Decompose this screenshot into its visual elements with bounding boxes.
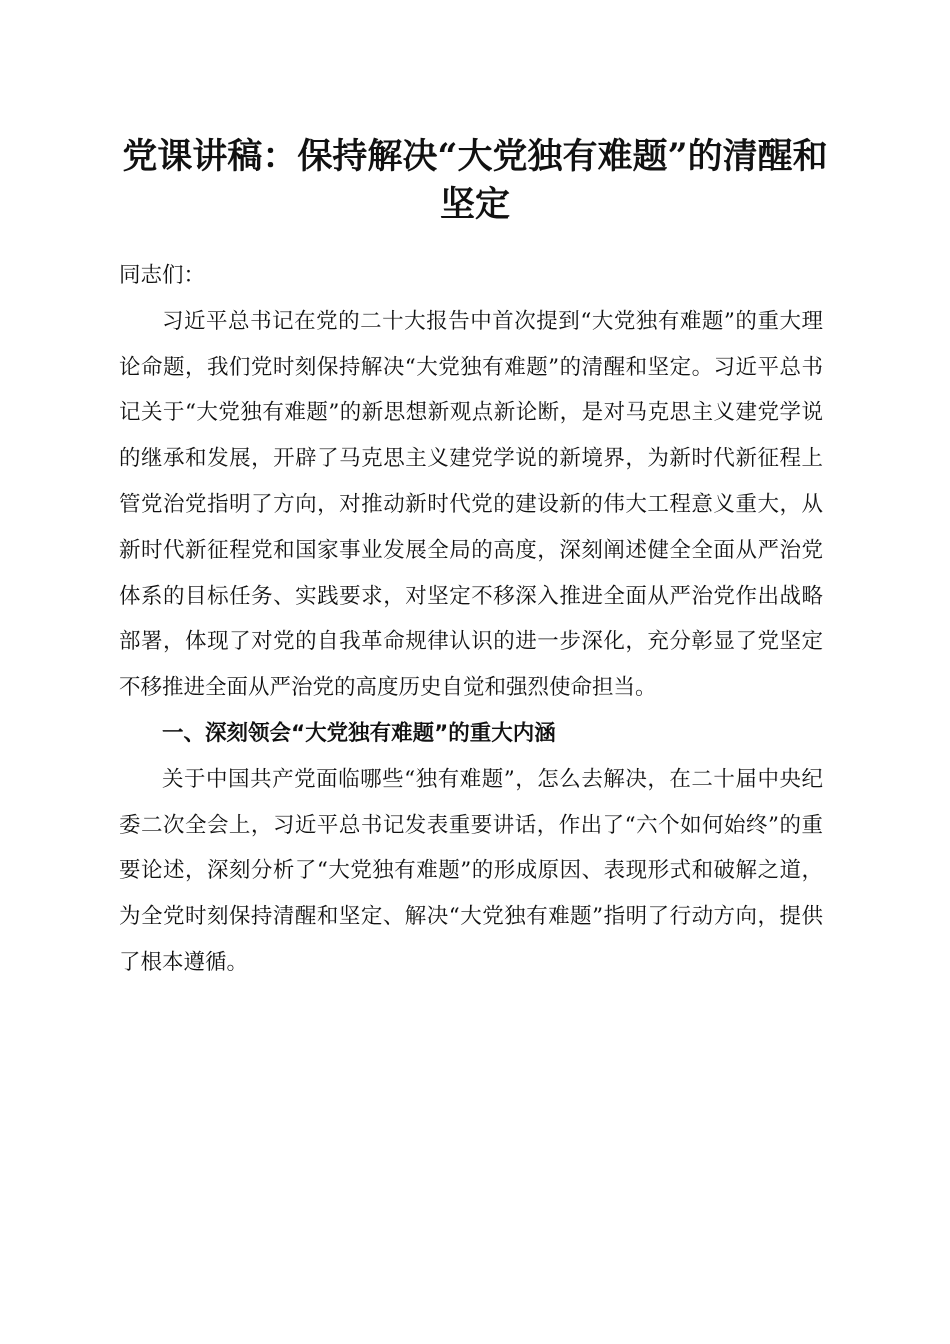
- document-title: 党课讲稿：保持解决“大党独有难题”的清醒和坚定: [122, 136, 828, 225]
- section-heading: 一、深刻领会“大党独有难题”的重大内涵: [162, 720, 556, 746]
- section-paragraph: 关于中国共产党面临哪些“独有难题”，怎么去解决，在二十届中央纪委二次全会上，习近平总书记发表重要讲话，作出了“六个如何始终”的重要论述，深刻分析了“大党独有难题”的形成原因、表现形式和破解之道，为全党时刻保持清醒和坚定、解决“大党独有难题”指明了行动方向，提供了根本遵循。: [119, 766, 823, 975]
- intro-paragraph: 习近平总书记在党的二十大报告中首次提到“大党独有难题”的重大理论命题，我们党时刻保持解决“大党独有难题”的清醒和坚定。习近平总书记关于“大党独有难题”的新思想新观点新论断，是对马克思主义建党学说的继承和发展，开辟了马克思主义建党学说的新境界，为新时代新征程上管党治党指明了方向，对推动新时代党的建设新的伟大工程意义重大，从新时代新征程党和国家事业发展全局的高度，深刻阐述健全全面从严治党体系的目标任务、实践要求，对坚定不移深入推进全面从严治党作出战略部署，体现了对党的自我革命规律认识的进一步深化，充分彰显了党坚定不移推进全面从严治党的高度历史自觉和强烈使命担当。: [119, 308, 823, 701]
- salutation: 同志们：: [119, 263, 206, 288]
- document-body: [119, 253, 823, 986]
